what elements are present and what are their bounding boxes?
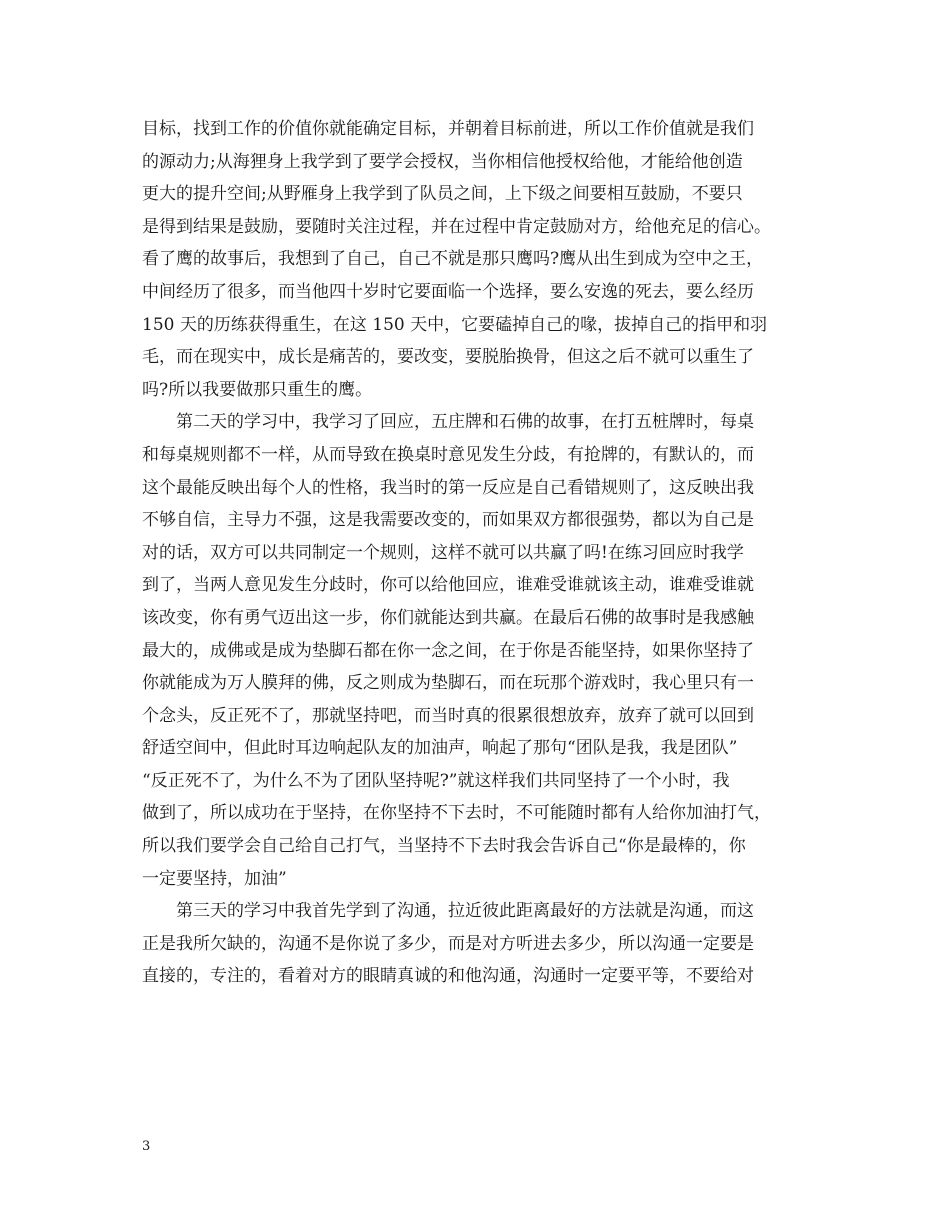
- text-line: 更大的提升空间;从野雁身上我学到了队员之间，上下级之间要相互鼓励，不要只: [142, 184, 743, 205]
- text-line: 不够自信，主导力不强，这是我需要改变的，而如果双方都很强势，都以为自己是: [142, 510, 754, 531]
- text-line: 你就能成为万人膜拜的佛，反之则成为垫脚石，而在玩那个游戏时，我心里只有一: [142, 673, 754, 694]
- paragraph: [142, 895, 822, 993]
- text-line: 和每桌规则都不一样，从而导致在换桌时意见发生分歧，有抢牌的，有默认的，而: [142, 444, 754, 465]
- text-line: “反正死不了，为什么不为了团队坚持呢?”就这样我们共同坚持了一个小时，我: [142, 770, 730, 791]
- text-line: 150 天的历练获得重生，在这 150 天中，它要磕掉自己的喙，拔掉自己的指甲和羽: [142, 314, 768, 335]
- text-line: 一定要坚持，加油”: [142, 868, 287, 889]
- text-line: 个念头，反正死不了，那就坚持吧，而当时真的很累很想放弃，放弃了就可以回到: [142, 705, 754, 726]
- text-line: 第二天的学习中，我学习了回应，五庄牌和石佛的故事，在打五桩牌时，每桌: [176, 412, 754, 433]
- paragraph: [142, 113, 822, 406]
- text-line: 该改变，你有勇气迈出这一步，你们就能达到共赢。在最后石佛的故事时是我感触: [142, 607, 754, 628]
- text-line: 吗?所以我要做那只重生的鹰。: [142, 379, 373, 400]
- text-line: 做到了，所以成功在于坚持，在你坚持不下去时，不可能随时都有人给你加油打气，: [142, 803, 771, 824]
- text-line: 第三天的学习中我首先学到了沟通，拉近彼此距离最好的方法就是沟通，而这: [176, 901, 754, 922]
- text-line: 对的话，双方可以共同制定一个规则，这样不就可以共赢了吗!在练习回应时我学: [142, 542, 744, 563]
- text-line: 舒适空间中，但此时耳边响起队友的加油声，响起了那句“团队是我，我是团队”: [142, 738, 738, 759]
- text-line: 目标，找到工作的价值你就能确定目标，并朝着目标前进，所以工作价值就是我们: [142, 119, 754, 139]
- text-line: 毛，而在现实中，成长是痛苦的，要改变，要脱胎换骨，但这之后不就可以重生了: [142, 347, 754, 368]
- text-line: 所以我们要学会自己给自己打气，当坚持不下去时我会告诉自己“你是最棒的，你: [142, 836, 746, 857]
- text-line: 看了鹰的故事后，我想到了自己，自己不就是那只鹰吗?鹰从出生到成为空中之王，: [142, 249, 764, 270]
- body-text: [142, 113, 822, 993]
- text-line: 的源动力;从海狸身上我学到了要学会授权，当你相信他授权给他，才能给他创造: [142, 151, 743, 172]
- text-line: 最大的，成佛或是成为垫脚石都在你一念之间，在于你是否能坚持，如果你坚持了: [142, 640, 754, 661]
- page-number: 3: [142, 1139, 151, 1154]
- text-line: 是得到结果是鼓励，要随时关注过程，并在过程中肯定鼓励对方，给他充足的信心。: [142, 216, 771, 237]
- text-line: 直接的，专注的，看着对方的眼睛真诚的和他沟通，沟通时一定要平等，不要给对: [142, 966, 754, 987]
- text-line: 中间经历了很多，而当他四十岁时它要面临一个选择，要么安逸的死去，要么经历: [142, 281, 754, 302]
- text-line: 正是我所欠缺的，沟通不是你说了多少，而是对方听进去多少，所以沟通一定要是: [142, 933, 754, 954]
- text-line: 这个最能反映出每个人的性格，我当时的第一反应是自己看错规则了，这反映出我: [142, 477, 754, 498]
- paragraph: [142, 406, 822, 895]
- text-line: 到了，当两人意见发生分歧时，你可以给他回应，谁难受谁就该主动，谁难受谁就: [142, 575, 754, 596]
